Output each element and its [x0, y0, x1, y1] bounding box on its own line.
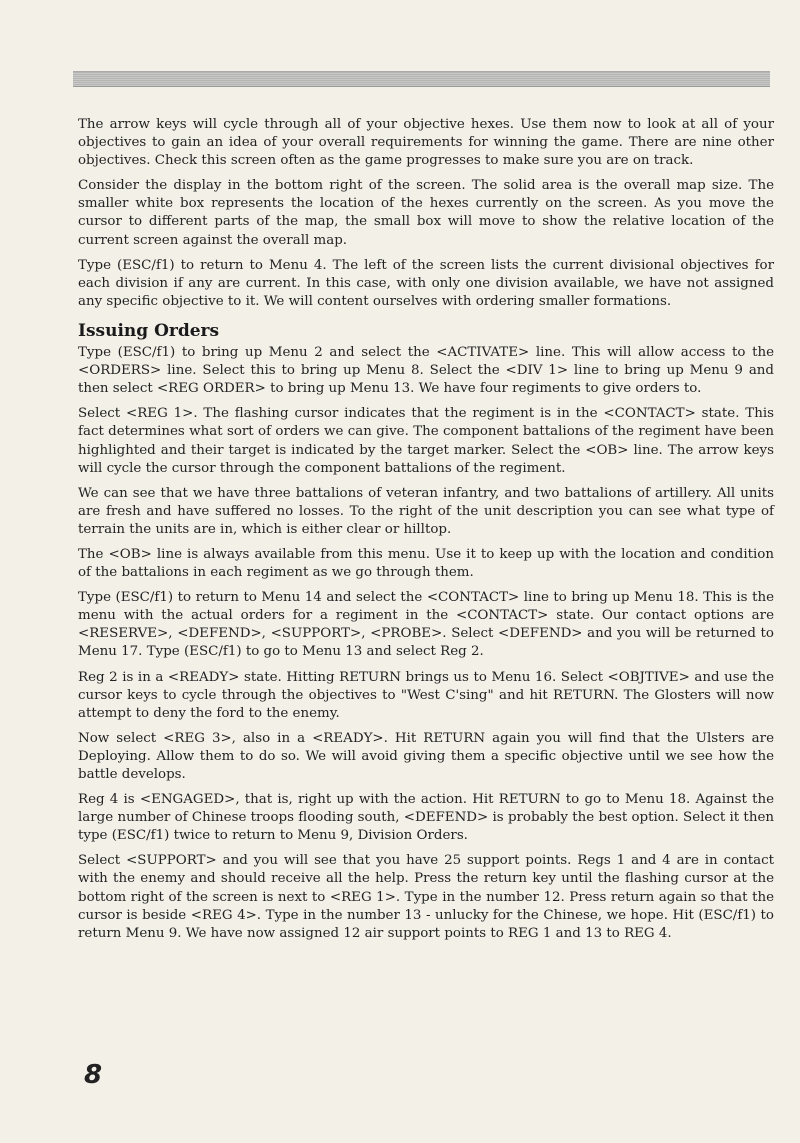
paragraph-reg4: Reg 4 is <ENGAGED>, that is, right up with the action. Hit RETURN to go to Menu 18. Against the large number of Chinese troops flooding south, <DEFEND> is probably the best option. Select it then type (ESC/f1) twice to return to Menu 9, Division Orders.: [78, 792, 774, 844]
paragraph-objective-hexes: The arrow keys will cycle through all of your objective hexes. Use them now to look at all of your objectives to gain an idea of your overall requirements for winning the game. There are nine other objectives. Check this screen often as the game progresses to make sure you are on track.: [78, 117, 774, 169]
paragraph-support: Select <SUPPORT> and you will see that you have 25 support points. Regs 1 and 4 are in contact with the enemy and should receive all the help. Press the return key until the flashing cursor at the bottom right of the screen is next to <REG 1>. Type in the number 12. Press return again so that the cursor is beside <REG 4>. Type in the number 13 - unlucky for the Chinese, we hope. Hit (ESC/f1) to return Menu 9. We have now assigned 12 air support points to REG 1 and 13 to REG 4.: [78, 853, 774, 941]
paragraph-contact-orders: Type (ESC/f1) to return to Menu 14 and select the <CONTACT> line to bring up Menu 18. This is the menu with the actual orders for a regiment in the <CONTACT> state. Our contact options are <RESERVE>, <DEFEND>, <SUPPORT>, <PROBE>. Select <DEFEND> and you will be returned to Menu 17. Type (ESC/f1) to go to Menu 13 and select Reg 2.: [78, 590, 774, 660]
section-heading: Issuing Orders: [78, 320, 220, 341]
header-rule: [73, 71, 770, 87]
paragraph-select-reg1: Select <REG 1>. The flashing cursor indicates that the regiment is in the <CONTACT> state. This fact determines what sort of orders we can give. The component battalions of the regiment have been highlighted and their target is indicated by the target marker. Select the <OB> line. The arrow keys will cycle the cursor through the component battalions of the regiment.: [78, 406, 774, 476]
paragraph-reg3: Now select <REG 3>, also in a <READY>. Hit RETURN again you will find that the Ulsters are Deploying. Allow them to do so. We will avoid giving them a specific objective until we see how the battle develops.: [78, 730, 774, 782]
paragraph-battalions: We can see that we have three battalions of veteran infantry, and two battalions of artillery. All units are fresh and have suffered no losses. To the right of the unit description you can see what type of terrain the units are in, which is either clear or hilltop.: [78, 485, 774, 537]
paragraph-activate-orders: Type (ESC/f1) to bring up Menu 2 and select the <ACTIVATE> line. This will allow access to the <ORDERS> line. Select this to bring up Menu 8. Select the <DIV 1> line to bring up Menu 9 and then select <REG ORDER> to bring up Menu 13. We have four regiments to give orders to.: [78, 345, 774, 397]
paragraph-ob-line: The <OB> line is always available from this menu. Use it to keep up with the location and condition of the battalions in each regiment as we go through them.: [78, 546, 774, 581]
paragraph-map-display: Consider the display in the bottom right of the screen. The solid area is the overall map size. The smaller white box represents the location of the hexes currently on the screen. As you move the cursor to different parts of the map, the small box will move to show the relative location of the current screen against the overall map.: [78, 178, 774, 248]
page-body: [78, 116, 774, 950]
paragraph-reg2: Reg 2 is in a <READY> state. Hitting RETURN brings us to Menu 16. Select <OBJTIVE> and use the cursor keys to cycle through the objectives to "West C'sing" and hit RETURN. The Glosters will now attempt to deny the ford to the enemy.: [78, 669, 774, 721]
page-number: 8: [84, 1060, 103, 1090]
paragraph-divisional-objectives: Type (ESC/f1) to return to Menu 4. The left of the screen lists the current divisional objectives for each division if any are current. In this case, with only one division available, we have not assigned any specific objective to it. We will content ourselves with ordering smaller formations.: [78, 257, 774, 309]
